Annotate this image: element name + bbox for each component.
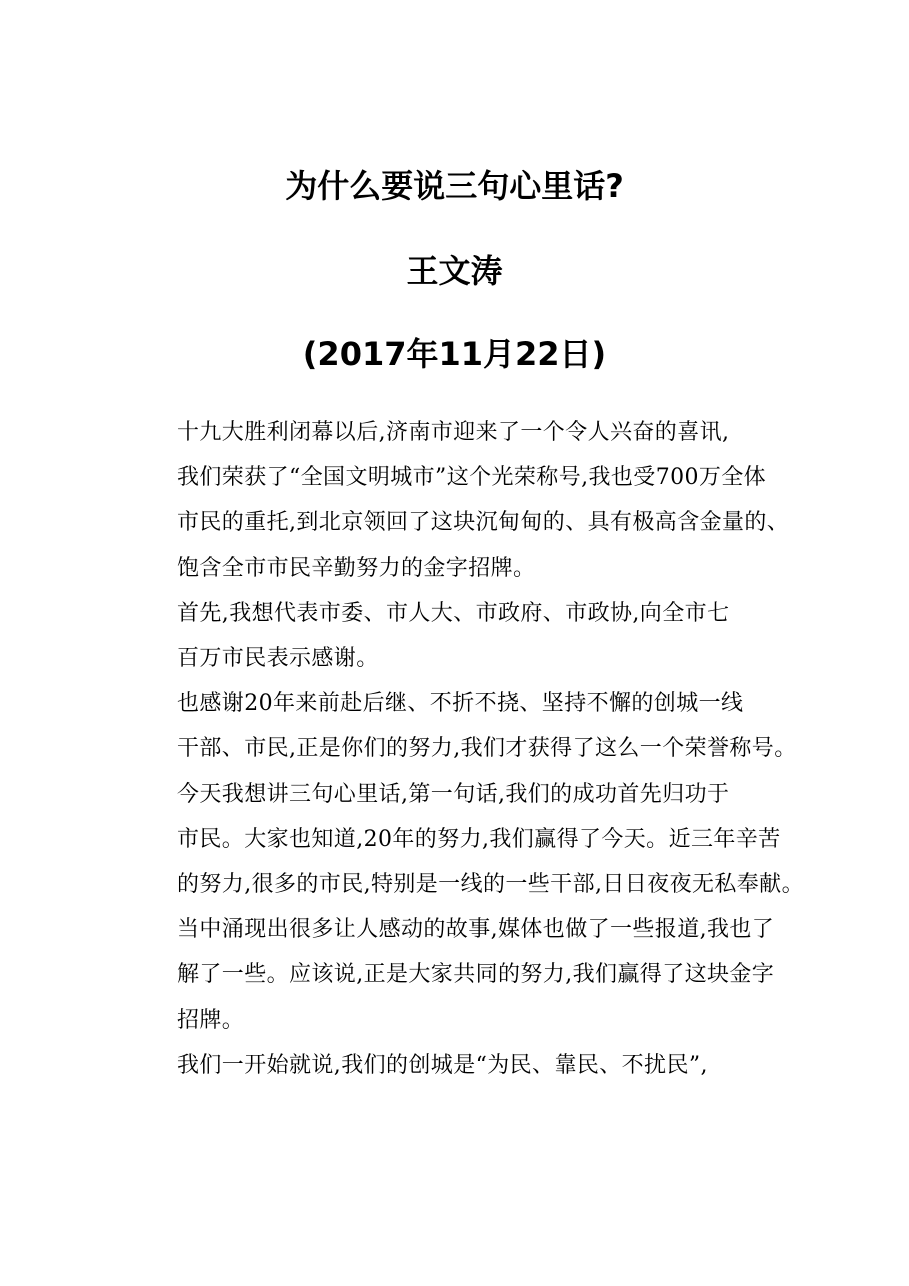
paragraph [121,591,801,681]
text-line: 当中涌现出很多让人感动的故事,媒体也做了一些报道,我也了 [177,917,775,943]
text-line: 解了一些。应该说,正是大家共同的努力,我们赢得了这块金字 [177,962,775,988]
text-line: 市民的重托,到北京领回了这块沉甸甸的、具有极高含金量的、 [177,510,790,536]
document-body [121,410,804,1088]
document-title: 为什么要说三句心里话? [285,167,624,205]
text-line: 市民。大家也知道,20年的努力,我们赢得了今天。近三年辛苦 [177,826,781,852]
text-line: 干部、市民,正是你们的努力,我们才获得了这么一个荣誉称号。 [177,736,797,762]
paragraph [121,410,801,591]
text-line: 首先,我想代表市委、市人大、市政府、市政协,向全市七 [177,600,730,626]
paragraph [121,681,801,771]
text-line: 招牌。 [177,1007,245,1033]
text-line: 我们一开始就说,我们的创城是“为民、靠民、不扰民”, [177,1052,708,1078]
author-name: 王文涛 [406,252,503,290]
text-line: 百万市民表示感谢。 [177,646,379,672]
paragraph [121,1043,801,1088]
text-line: 我们荣获了“全国文明城市”这个光荣称号,我也受700万全体 [177,465,767,491]
speech-date: (2017年11月22日) [302,335,607,373]
paragraph [121,772,804,1043]
text-line: 饱含全市市民辛勤努力的金字招牌。 [177,555,536,581]
text-line: 的努力,很多的市民,特别是一线的一些干部,日日夜夜无私奉献。 [177,872,804,898]
text-line: 今天我想讲三句心里话,第一句话,我们的成功首先归功于 [177,781,730,807]
text-line: 也感谢20年来前赴后继、不折不挠、坚持不懈的创城一线 [177,691,744,717]
text-line: 十九大胜利闭幕以后,济南市迎来了一个令人兴奋的喜讯, [177,420,730,445]
